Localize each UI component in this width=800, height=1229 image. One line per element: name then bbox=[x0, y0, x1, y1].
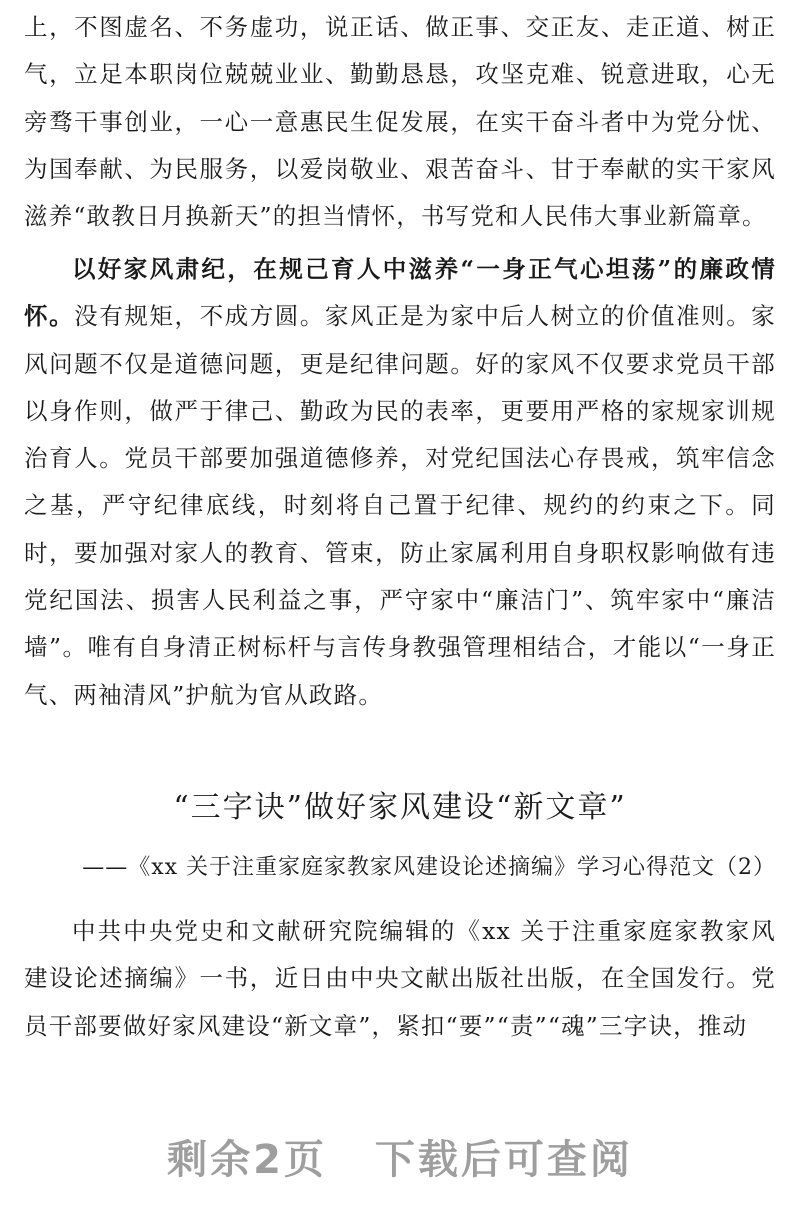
paragraph-intro: 中共中央党史和文献研究院编辑的《xx 关于注重家庭家教家风建设论述摘编》一书，近日由中央文献出版社出版，在全国发行。党员干部要做好家风建设“新文章”，紧扣“要”“责”“魂”三字诀，推动 bbox=[24, 917, 776, 1040]
paragraph-body: 没有规矩，不成方圆。家风正是为家中后人树立的价值准则。家风问题不仅是道德问题，更是纪律问题。好的家风不仅要求党员干部以身作则，做严于律己、勤政为民的表率，更要用严格的家规家训规治育人。党员干部要加强道德修养，对党纪国法心存畏戒，筑牢信念之基，严守纪律底线，时刻将自己置于纪律、规约的约束之下。同时，要加强对家人的教育、管束，防止家属利用自身职权影响做有违党纪国法、损害人民利益之事，严守家中“廉洁门”、筑牢家中“廉洁墙”。唯有自身清正树标杆与言传身教强管理相结合，才能以“一身正气、两袖清风”护航为官从政路。 bbox=[24, 302, 776, 709]
remaining-pages-label: 剩余2页 bbox=[167, 1137, 327, 1183]
paragraph-continued: 上，不图虚名、不务虚功，说正话、做正事、交正友、走正道、树正气，立足本职岗位兢兢业业、勤勤恳恳，攻坚克难、锐意进取，心无旁骛干事创业，一心一意惠民生促发展，在实干奋斗者中为党分忧、为国奉献、为民服务，以爱岗敬业、艰苦奋斗、甘于奉献的实干家风滋养“敢教日月换新天”的担当情怀，书写党和人民伟大事业新篇章。 bbox=[24, 13, 776, 231]
article-heading: “三字诀”做好家风建设“新文章” bbox=[173, 790, 627, 825]
download-prompt[interactable] bbox=[0, 1128, 800, 1185]
paragraph-lead-sentence: 以好家风肃纪，在规己育人中滋养“一身正气心坦荡”的廉政情怀。 bbox=[24, 255, 776, 331]
article-subtitle: ——《xx 关于注重家庭家教家风建设论述摘编》学习心得范文（2） bbox=[82, 855, 776, 880]
paragraph-discipline bbox=[24, 246, 776, 719]
download-to-view-label: 下载后可查阅 bbox=[374, 1137, 633, 1183]
